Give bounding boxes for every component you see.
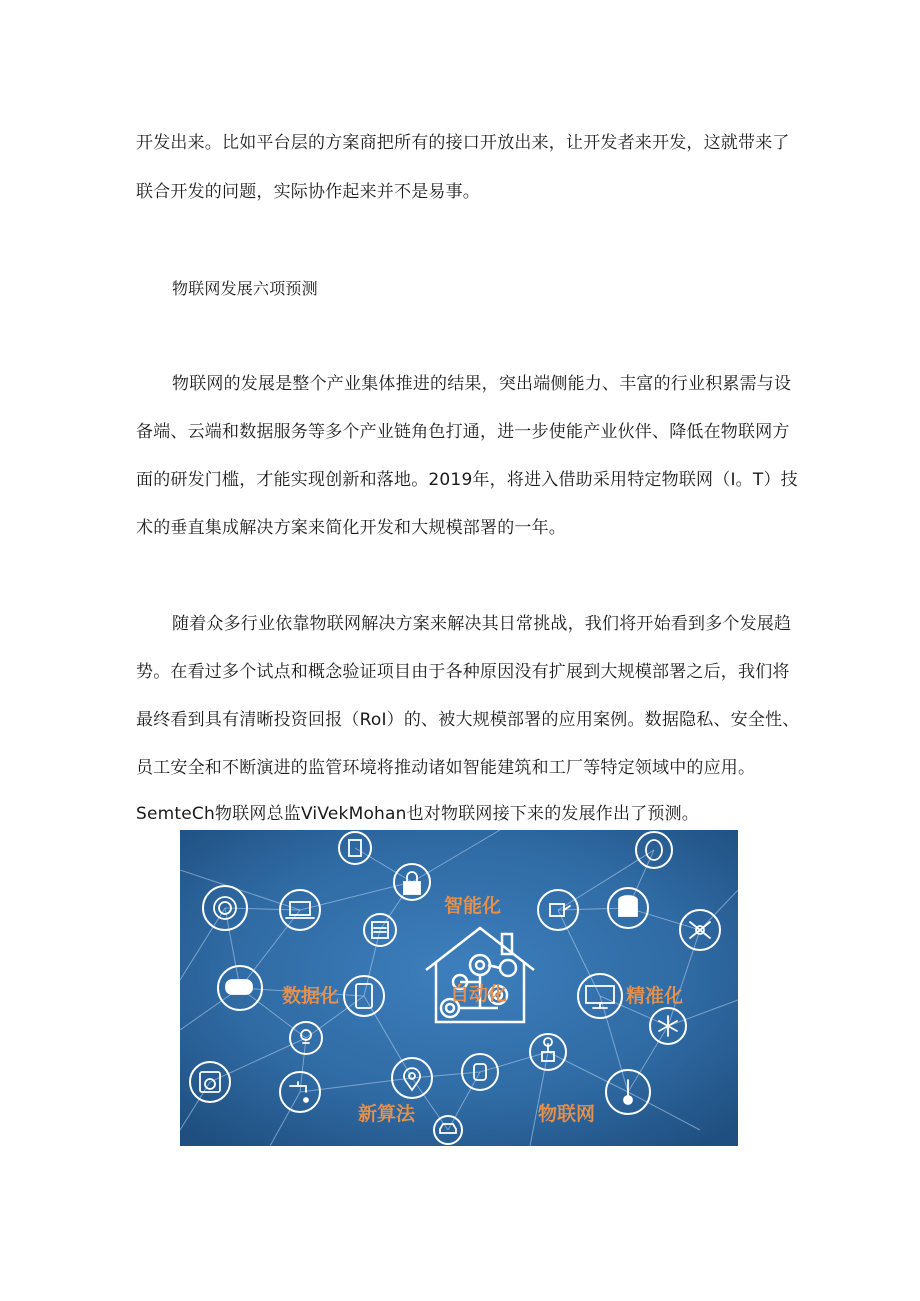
paragraph-line: 势。在看过多个试点和概念验证项目由于各种原因没有扩展到大规模部署之后，我们将 <box>136 662 790 682</box>
section-heading: 物联网发展六项预测 <box>172 279 318 298</box>
paragraph-line: 术的垂直集成解决方案来简化开发和大规模部署的一年。 <box>136 518 566 538</box>
figure-label-auto: 自动化 <box>450 983 508 1005</box>
paragraph-line: 开发出来。比如平台层的方案商把所有的接口开放出来，让开发者来开发，这就带来了 <box>136 133 790 153</box>
iot-illustration <box>180 830 738 1146</box>
figure-label-iot: 物联网 <box>538 1103 596 1125</box>
paragraph-line: 最终看到具有清晰投资回报（RoI）的、被大规模部署的应用案例。数据隐私、安全性、 <box>136 710 800 730</box>
figure-label-algo: 新算法 <box>358 1103 416 1125</box>
paragraph-line: 备端、云端和数据服务等多个产业链角色打通，进一步使能产业伙伴、降低在物联网方 <box>136 422 790 442</box>
figure-label-smart: 智能化 <box>444 895 502 917</box>
paragraph-line: 联合开发的问题，实际协作起来并不是易事。 <box>136 182 480 202</box>
paragraph-line: 物联网的发展是整个产业集体推进的结果，突出端侧能力、丰富的行业积累需与设 <box>172 374 792 394</box>
paragraph-line: 随着众多行业依靠物联网解决方案来解决其日常挑战，我们将开始看到多个发展趋 <box>172 614 792 634</box>
figure-label-precise: 精准化 <box>626 985 684 1007</box>
paragraph-line: 面的研发门槛，才能实现创新和落地。2019年，将进入借助采用特定物联网（I。T）技 <box>136 470 798 490</box>
paragraph-line: 员工安全和不断演进的监管环境将推动诸如智能建筑和工厂等特定领域中的应用。 <box>136 758 756 778</box>
paragraph-line: SemteCh物联网总监ViVekMohan也对物联网接下来的发展作出了预测。 <box>136 804 700 824</box>
figure-label-data: 数据化 <box>282 985 340 1007</box>
